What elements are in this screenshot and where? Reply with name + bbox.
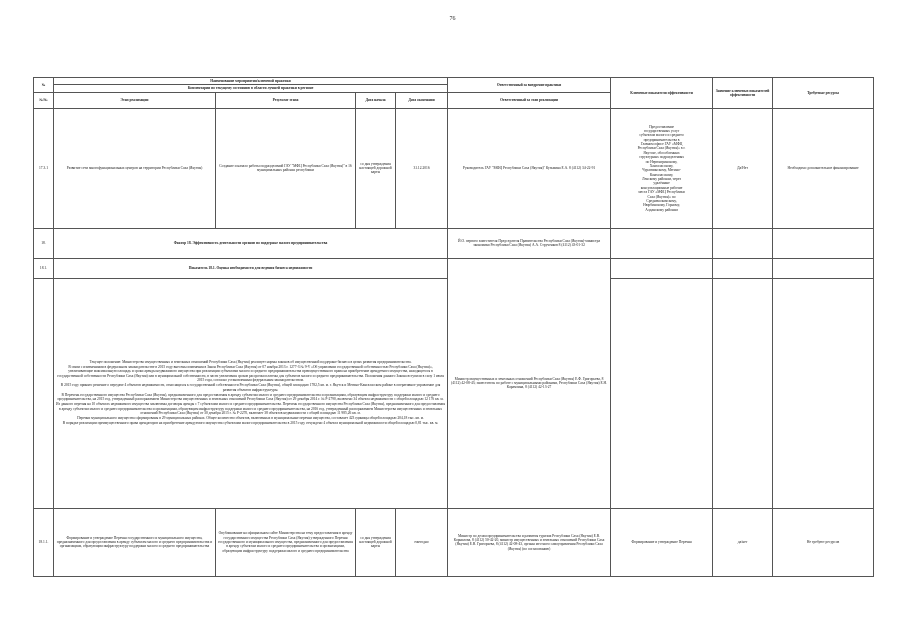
header-responsible-stage: Ответственный за этап реализации [448, 92, 611, 108]
row-resources: Не требуют ресурсов [773, 508, 874, 576]
row-number: 17.3.1 [34, 108, 54, 228]
status-empty-1 [611, 278, 713, 508]
status-paragraph: Из данного перечня на 10 объектах недвижимого имущества заключены договоры аренды с 7 субъектами малого и среднего предпринимательства. Перечень государственного имущества Республики Саха (Якутия), предназначенного для предоставления в аренду субъектам малого и среднего предпринимательства и организациям, образующим инфраструктуру поддержки малого и среднего предпринимательства, на 2016 год, утвержденный распоряжением Министерства имущественных и земельных отношений Республики Саха (Якутия) от 30 декабря 2015 г. № Р-2270, включает 38 объектов недвижимости с общей площадью 11 985,26 кв. м. [56, 402, 445, 416]
indicator-line: Нюрбинскому, Горному, [643, 203, 680, 208]
status-paragraph: В 2015 году принято решение о передаче 4 объектов недвижимости, относящихся к государственной собственности Республики Саха (Якутия), общей площадью 1782,5 кв. м. г. Якутск и Мегино-Кангаласском районе в оперативное управление для развития объектов инфраструктуры. [60, 383, 441, 392]
header-start: Дата начала [356, 92, 396, 108]
indicator-row [34, 258, 874, 278]
indicator-line: Ленскому районам, через [642, 177, 681, 181]
status-paragraph: В Перечень государственного имущества Республики Саха (Якутия), предназначенного для предоставления в аренду субъектам малого и среднего предпринимательства и организациям, образующим инфраструктуру поддержки малого и среднего предпринимательства, на 2015 год, утвержденный распоряжением Министерства имущественных и земельных отношений Республики Саха (Якутия) от 29 декабря 2014 г. № Р-2790, включено 34 объекта недвижимости с общей площадью 12 176 кв. м. [57, 392, 444, 402]
factor-number: 18. [34, 228, 54, 258]
row-responsible: Министр по делам предпринимательства и развития туризма Республики Саха (Якутия) Е.В. Корнилова, 8 (4112) 50-42-20, министр имущественных и земельных отношений Республики Саха (Якутия) Е.В. Григорьева, 8 (4112) 42-08-43, органы местного самоуправления Республики Саха (Якутия) (по согласованию) [448, 508, 611, 576]
row-what: Развитие сети многофункциональных центров на территории Республики Саха (Якутия) [54, 108, 216, 228]
indicator-line: Саха (Якутия)» по [647, 194, 676, 199]
header-responsible: Ответственный за внедрение практики [448, 78, 611, 93]
indicator-line: Якутске, обособленных [643, 150, 680, 155]
header-resources: Требуемые ресурсы [773, 78, 874, 109]
row-result: Опубликование на официальном сайте Министерства на тему предоставления в аренду государственного имущества Республики Саха (Якутия) утвержденного Перечня государственного и муниципального имущества, предназначенного для предоставления в аренду субъектам малого и среднего предпринимательства и организациям, образующим инфраструктуру поддержки малого и среднего предпринимательства [216, 508, 356, 576]
header-end: Дата окончания [396, 92, 448, 108]
factor-responsible: Й.О. первого заместителя Председателя Правительства Республики Саха (Якутия)-министра экономики Республики Саха (Якутия) А.А. Струченков 8 (4112) 43-01-32 [448, 228, 611, 258]
factor-empty-1 [611, 228, 713, 258]
indicator-line: субъектам малого и среднего [639, 133, 684, 138]
header-no: №/№ [34, 92, 54, 108]
row-responsible: Руководитель ГАУ "МФЦ Республики Саха (Якутия)" Кузьмина Е.А. 8 (4112) 34-22-91 [448, 108, 611, 228]
indicator-line: по Нерюнгринскому, [645, 159, 678, 164]
indicator-line: Хангаласскому, [649, 163, 674, 168]
row-indicator [611, 108, 713, 228]
status-paragraph: В связи с изменениями в федеральном законодательстве в 2015 году внесены изменения в Закон Республики Саха (Якутия) от 07 ноября 2013 г. 1277-З № 9-V «Об управлении государственной собственностью Республики Саха (Якутия)», увеличивающие максимальную площадь и сроки аренды недвижимого имущества при реализации субъектами малого и среднего предпринимательства преимущественного права на приобретение арендуемого имущества, находящегося в государственной собственности Республики Саха (Якутия) или в муниципальной собственности, в части увеличения сроков рассрочки платежа для субъектов малого и среднего предпринимательства. Положения данного Закона вступили в силу 1 июля 2015 года, согласно установленным федеральным законодательством. [57, 365, 444, 383]
status-paragraph: Перечни муниципального имущества сформированы в 29 муниципальных районах. Общее количество объектов, включенных в муниципальные перечни имущества, составляет 423 единицы общей площадью 204,18 тыс. кв. м. [77, 416, 424, 421]
indicator-line: Среднеколымскому, [646, 198, 677, 203]
row-start: со дня утверждения настоящей дорожной карты [356, 108, 396, 228]
row-end: ежегодно [396, 508, 448, 576]
page-number: 76 [449, 16, 456, 22]
row-result: Создание и начало работы подразделений ГАУ "МФЦ Республики Саха (Якутия)" в 16 муниципальных районах республики [216, 108, 356, 228]
indicator-line: места ГАУ «МФЦ Республики [638, 190, 685, 195]
status-paragraph: Текущее положение: Министерство имущественных и земельных отношений Республики Саха (Якутия) реализует нормы законов об имущественной поддержке бизнеса в целях развития предпринимательства. [89, 359, 412, 364]
status-responsible: Министр имущественных и земельных отношений Республики Саха (Якутия) Е.Ф. Григорьева, 8 (4112) 42-08-43; заместитель по работе с муниципальными районами, Республики Саха (Якутия) Е.Н. Карамзина, 8 (4112) 42-13-27 [448, 258, 611, 508]
table-row [34, 108, 874, 228]
row-start: со дня утверждения настоящей дорожной карты [356, 508, 396, 576]
indicator-line: структурных подразделениях [639, 155, 684, 160]
factor-row [34, 228, 874, 258]
indicator-title: Показатель 18.1. Оценка необходимости для ведения бизнеса недвижимости [54, 258, 448, 278]
indicator-empty-2 [713, 258, 773, 278]
header-key-indicator: Ключевые показатели эффективности [611, 78, 713, 109]
row-what: Формирование и утверждение Перечня государственного и муниципального имущества, предназначенного для предоставления в аренду субъектам малого и среднего предпринимательства и организациям, образующим инфраструктуру поддержки малого и среднего предпринимательства [54, 508, 216, 576]
factor-title: Фактор 18. Эффективность деятельности органов по поддержке малого предпринимательства [54, 228, 448, 258]
indicator-line: Республики Саха (Якутия)» в г. [637, 146, 686, 151]
indicator-empty-1 [611, 258, 713, 278]
header-no-top: № [34, 78, 54, 93]
indicator-line: Чурапчинскому, Мегино- [642, 168, 681, 173]
status-empty-2 [713, 278, 773, 508]
row-end: 31.12.2016 [396, 108, 448, 228]
table-row [34, 508, 874, 576]
indicator-empty-3 [773, 258, 874, 278]
row-value: Да/Нет [713, 108, 773, 228]
header-result: Результат этапа [216, 92, 356, 108]
header-commentary: Комментарии по текущему состоянию в области лучшей практики в регионе [54, 85, 448, 92]
indicator-line: предпринимательства в [643, 137, 680, 142]
status-empty-3 [773, 278, 874, 508]
header-event: Наименование мероприятия/ключевой практики [54, 78, 448, 85]
indicator-line: Предоставление [649, 124, 675, 129]
status-empty-no [34, 278, 54, 508]
header-what: Этап реализации [54, 92, 216, 108]
indicator-line: консультационные рабочие [640, 185, 683, 190]
row-indicator: Формирование и утверждение Перечня [611, 508, 713, 576]
header-actual-value: Значение ключевых показателей эффективности [713, 78, 773, 109]
indicator-line: государственных услуг [643, 128, 680, 133]
status-text [54, 278, 448, 508]
factor-empty-3 [773, 228, 874, 258]
indicator-line: Главном офисе ГАУ «МФЦ [640, 142, 683, 146]
indicator-line: удалённые [653, 181, 670, 186]
status-paragraph: В порядке реализации преимущественного права арендаторов на приобретение арендуемого имущества субъектами малого предпринимательства в 2015 году отчуждено 4 объекта муниципальной недвижимости общей площадью 0,81 тыс. кв. м. [62, 421, 439, 426]
indicator-number: 18.1. [34, 258, 54, 278]
row-resources: Необходимо дополнительное финансирование [773, 108, 874, 228]
row-value: да/нет [713, 508, 773, 576]
indicator-line: Алданскому районам [645, 207, 678, 212]
header-row-1 [34, 78, 874, 85]
roadmap-table [33, 77, 874, 577]
factor-empty-2 [713, 228, 773, 258]
indicator-line: Кангаласскому, [649, 172, 674, 177]
row-number: 18.1.1. [34, 508, 54, 576]
